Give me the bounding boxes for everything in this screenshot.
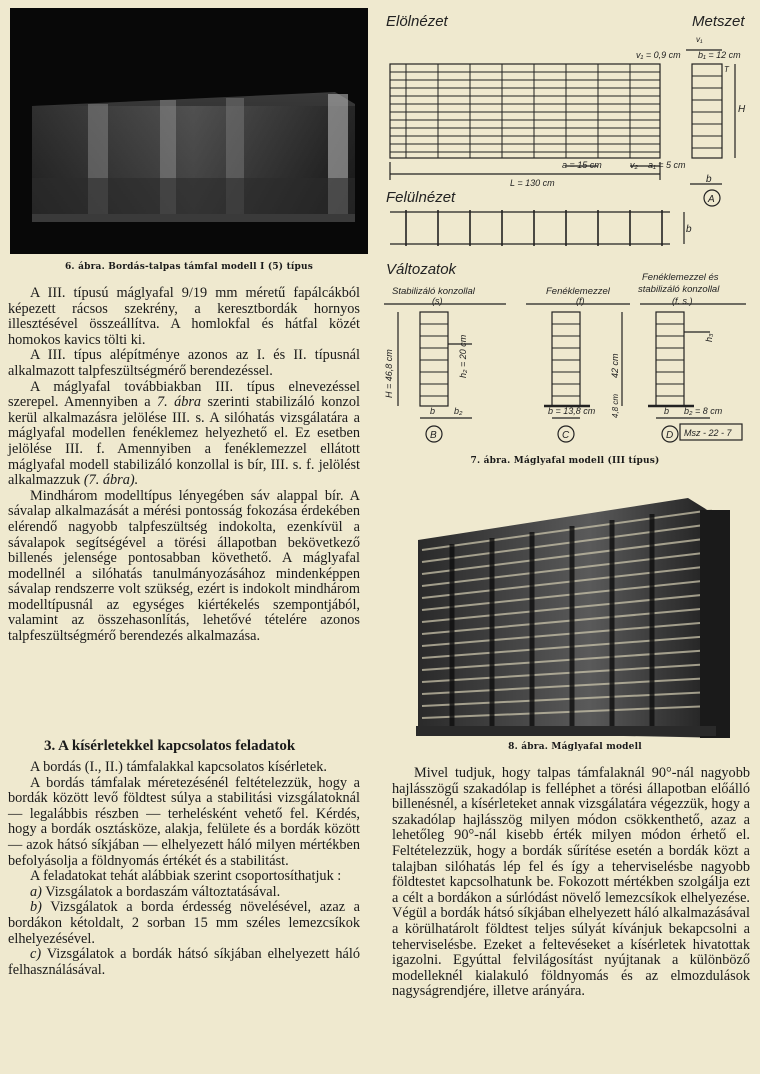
list-item-a: a) Vizsgálatok a bordaszám változtatásával. [30,883,281,900]
section-view-outline [692,64,722,158]
label-b-side: b [686,224,692,235]
label-h2-20: h₂ = 20 cm [458,334,468,378]
label-circle-b: B [430,430,437,441]
label-circle-a: A [708,194,715,205]
label-h: H [738,104,746,115]
label-a: a = 15 cm [562,160,602,170]
label-fenek: Fenéklemezzel [546,286,610,297]
figure-6-photo [10,8,368,254]
label-v1: v₁ = 0,9 cm [636,50,681,60]
paragraph-substructure: A III. típus alépítménye azonos az I. és II. típusnál alkalmazott talpfeszültségmérő berendezéssel. [8,347,360,379]
label-fenek-stab-1: Fenéklemezzel és [642,272,719,283]
label-b138: b = 13,8 cm [548,406,596,416]
front-view-rows [390,72,660,152]
label-h468: H = 46,8 cm [384,349,394,398]
label-b2-8: b₂ = 8 cm [684,406,723,416]
label-t: T [724,65,729,74]
figure-8-image [412,480,730,738]
list-item-b: b) Vizsgálatok a borda érdesség növelésével, azaz a bordákon kétoldalt, 2 sorban 15 mm széles lemezcsíkok elhelyezésével. [8,899,360,947]
label-b-d: b [664,406,670,416]
figure-7-caption: 7. ábra. Máglyafal modell (III típus) [470,456,660,466]
label-b: b [706,174,712,185]
right-column-text [392,766,750,1000]
figure-8-photo [412,480,730,738]
label-metszet: Metszet [692,13,745,30]
label-48cm: 4,8 cm [611,393,620,418]
left-column-bottom [8,760,360,978]
figure-7-drawing [380,6,752,460]
paragraph-dimensioning: A bordás támfalak méretezésénél feltételezzük, hogy a bordák között levő földtest súlya a stabilitási vizsgálatoknál — legalábbis részben — terhelésként vehető fel. Kérdés, hogy a bordák osztásköze, alakja, felülete és a bordák között — azok hátsó síkjában — elhelyezett háló milyen mértékben befolyásolja a földnyomás értékét és a stabilitást. [8,774,360,869]
label-v1-small: v₁ [696,35,703,44]
top-view-ribs [406,210,662,246]
label-l: L = 130 cm [510,178,555,188]
paragraph-type-iii-desc: A III. típusú máglyafal 9/19 mm méretű fapálcákból képezett rácsos szekrény, a keresztbordák hornyos illesztésével összeállítva. A homlokfal és hátfal közét homokos kavics tölti ki. [8,285,360,348]
paragraph-ribbed-walls: A bordás (I., II.) támfalakkal kapcsolatos kísérletek. [30,759,327,775]
variant-d-wall [656,312,684,406]
label-42cm: 42 cm [610,353,620,378]
left-column-top [8,286,360,645]
label-b1: b₁ = 12 cm [698,50,741,60]
paragraph-naming: A máglyafal továbbiakban III. típus elnevezéssel szerepel. Amennyiben a 7. ábra szerinti stabilizáló konzol kerül alkalmazásra jelölése III. s. A silóhatás vizsgálatára a máglyafal modellen fenéklemez helyezhető el. Ez esetben jelölése III. f. Amennyiben a fenéklemezzel ellátott máglyafal modell stabilizáló konzollal is bír, III. s. f. jelölést alkalmazzuk (7. ábra). [8,378,360,489]
label-b-b: b [430,406,436,416]
variant-c-wall [552,312,580,406]
label-elolnezet: Elölnézet [386,13,448,30]
list-item-c: c) Vizsgálatok a bordák hátsó síkjában elhelyezett háló felhasználásával. [8,946,360,978]
paragraph-experiments: Mivel tudjuk, hogy talpas támfalaknál 90°-nál nagyobb hajlásszögű szakadólap is felléphet a törési állapotban előálló billenésnél, a kísérleteket annak vizsgálatára végezzük, hogy a szakadólap hajlásszög milyen módon csökkenthető, azaz a lehetőleg 90°-nál kisebb érték milyen módon érhető el. Feltételezzük, hogy a bordák sűrítése esetén a bordák közt a talajban silóhatás lép fel és így a teherviselésbe nagyobb földtestet kapcsolhatunk be. Fokozott mértékben szolgálja ezt a célt a bordákon a súrlódást növelő lemezcsíkok elhelyezése. Végül a bordák hátsó síkjában elhelyezett háló alkalmazásával a körülhatárolt földtest teljes súlyát kívánjuk bekapcsolni a teherviselésbe. Ezeket a feltevéseket a kísérletek hivatottak igazolni. Egyúttal felvilágosítást nyújtanak a különböző modelleknél kialakuló földnyomás és az elmozdulások nagyságrendjére, illetve arányára. [392,765,750,1000]
section-heading: 3. A kísérletekkel kapcsolatos feladatok [44,738,296,754]
label-stab-code: (s) [432,296,443,306]
paragraph-grouping: A feladatokat tehát alábbiak szerint csoportosíthatjuk : [30,868,342,885]
label-felulnezet: Felülnézet [386,189,456,206]
label-h3: h₃ [704,333,714,342]
variant-b-wall [420,312,448,406]
label-msz: Msz - 22 - 7 [684,428,732,438]
section-view-rows [692,76,722,148]
label-fenek-code: (f) [576,296,585,306]
figure-8-caption: 8. ábra. Máglyafal modell [508,742,642,752]
figure-6-caption: 6. ábra. Bordás-talpas támfal modell I (5) típus [64,262,314,272]
figure-6-image [10,8,368,254]
label-b2-b: b₂ [454,406,463,416]
label-valtozatok: Változatok [386,261,457,278]
label-stab: Stabilizáló konzollal [392,286,475,297]
label-circle-c: C [562,430,570,441]
paragraph-strip-foundation: Mindhárom modelltípus lényegében sáv alappal bír. A sávalap alkalmazását a mérési pontosság fokozása érdekében elérendő nagyobb talpfeszültség indokolta, ezenkívül a sávalapok segítségével a törési állapotban bekövetkező billenés jelensége pontosabban követhető. A máglyafal modellnél a silóhatás tanulmányozásához mindenképpen sávalap rendszerre volt szükség, ezért is indokolt mindhárom modelltípusnál az egységes kiértékelés szempontjából, valamint az összehasonlítás, lehetővé tételére azonos talpfeszültségmérő berendezés alkalmazása. [8,487,360,645]
label-circle-d: D [666,430,674,441]
label-fenek-stab-code: (f. s.) [672,296,693,306]
label-v2a: v₂ – a₁ = 5 cm [630,160,686,170]
label-fenek-stab-2: stabilizáló konzollal [638,284,720,295]
